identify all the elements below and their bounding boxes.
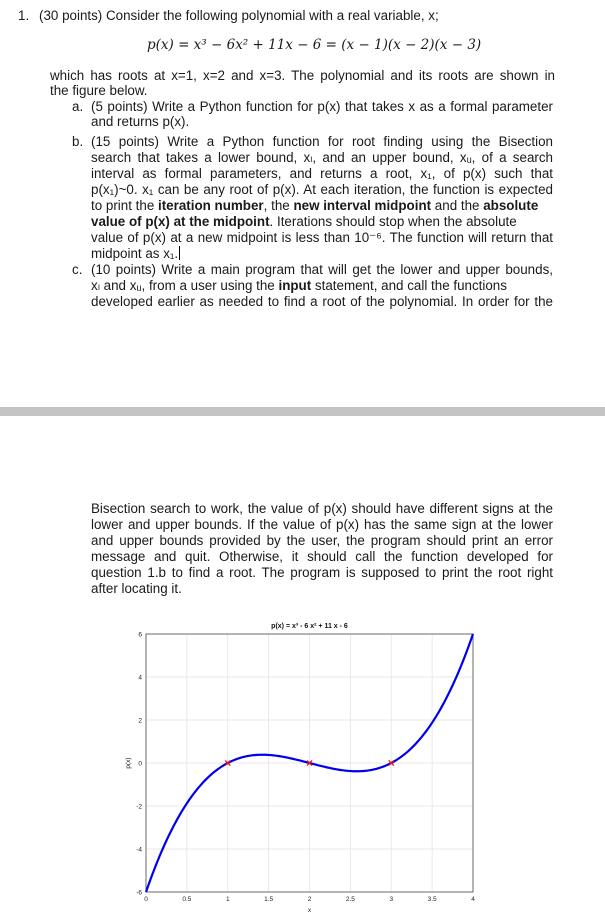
part-c-line-2: xₗ and xᵤ, from a user using the input statement, and call the functions — [91, 278, 507, 293]
y-tick-label: 6 — [138, 631, 142, 639]
question-header — [18, 8, 578, 26]
y-axis-label: p(x) — [125, 757, 132, 769]
roots-line-1: which has roots at x=1, x=2 and x=3. The polynomial and its roots are shown in — [50, 68, 555, 83]
y-tick-label: 0 — [138, 760, 142, 768]
polynomial-chart — [0, 610, 605, 924]
part-b-line-2: search that takes a lower bound, xₗ, and an upper bound, xᵤ, of a search — [91, 150, 553, 165]
part-c-label: c. — [72, 262, 83, 277]
polynomial-equation: p(x) = x³ − 6x² + 11x − 6 = (x − 1)(x − 2)(x − 3) — [147, 37, 482, 53]
part-c-line-1: (10 points) Write a main program that will get the lower and upper bounds, — [91, 262, 553, 277]
part-b-line-8: midpoint as x₁. — [91, 246, 179, 261]
x-tick-label: 4 — [471, 896, 475, 903]
x-tick-label: 0.5 — [182, 896, 192, 903]
page-divider — [0, 407, 605, 416]
y-tick-label: 4 — [138, 674, 142, 682]
part-a-line-1: (5 points) Write a Python function for p(x) that takes x as a formal parameter — [91, 99, 553, 114]
y-tick-label: 2 — [138, 717, 142, 725]
part-a-label: a. — [72, 99, 84, 114]
x-tick-label: 3 — [389, 896, 394, 903]
chart-title: p(x) = x³ - 6 x² + 11 x - 6 — [271, 623, 348, 630]
part-a-line-2: and returns p(x). — [91, 114, 190, 129]
x-tick-label: 2.5 — [345, 896, 355, 903]
question-number: 1. — [18, 8, 30, 23]
part-b-line-6: value of p(x) at the midpoint. Iterations should stop when the absolute — [91, 214, 517, 229]
question-intro: (30 points) Consider the following polynomial with a real variable, x; — [39, 8, 439, 23]
part-c-line-3: developed earlier as needed to find a root of the polynomial. In order for the — [91, 294, 553, 309]
continuation-line-3: and upper bounds provided by the user, the program should print an error — [91, 533, 553, 548]
continuation-line-5: question 1.b to find a root. The program is supposed to print the root right — [91, 565, 553, 580]
x-tick-label: 1 — [225, 896, 230, 903]
y-tick-label: -6 — [136, 889, 142, 897]
part-b-line-3: interval as formal parameters, and returns a root, x₁, of p(x) such that — [91, 166, 553, 181]
continuation-line-1: Bisection search to work, the value of p(x) should have different signs at the — [91, 501, 553, 516]
part-b-line-7: value of p(x) at a new midpoint is less than 10⁻⁶. The function will return that — [91, 230, 553, 245]
y-tick-label: -2 — [136, 803, 142, 811]
part-b-label: b. — [72, 134, 84, 149]
x-tick-label: 2 — [307, 896, 312, 903]
continuation-line-4: message and quit. Otherwise, it should call the function developed for — [91, 549, 553, 564]
x-tick-label: 3.5 — [427, 896, 437, 903]
continuation-line-2: lower and upper bounds. If the value of p(x) has the same sign at the lower — [91, 517, 553, 532]
x-axis-label: x — [307, 907, 312, 914]
part-b-line-4: p(x₁)~0. x₁ can be any root of p(x). At each iteration, the function is expected — [91, 182, 553, 197]
roots-line-2: the figure below. — [50, 83, 148, 98]
part-b-line-1: (15 points) Write a Python function for root finding using the Bisection — [91, 134, 553, 149]
text-cursor — [179, 246, 180, 260]
x-tick-label: 0 — [144, 896, 148, 903]
continuation-line-6: after locating it. — [91, 581, 182, 596]
part-b-line-5: to print the iteration number, the new interval midpoint and the absolute — [91, 198, 539, 213]
y-tick-label: -4 — [136, 846, 142, 854]
x-tick-label: 1.5 — [264, 896, 274, 903]
